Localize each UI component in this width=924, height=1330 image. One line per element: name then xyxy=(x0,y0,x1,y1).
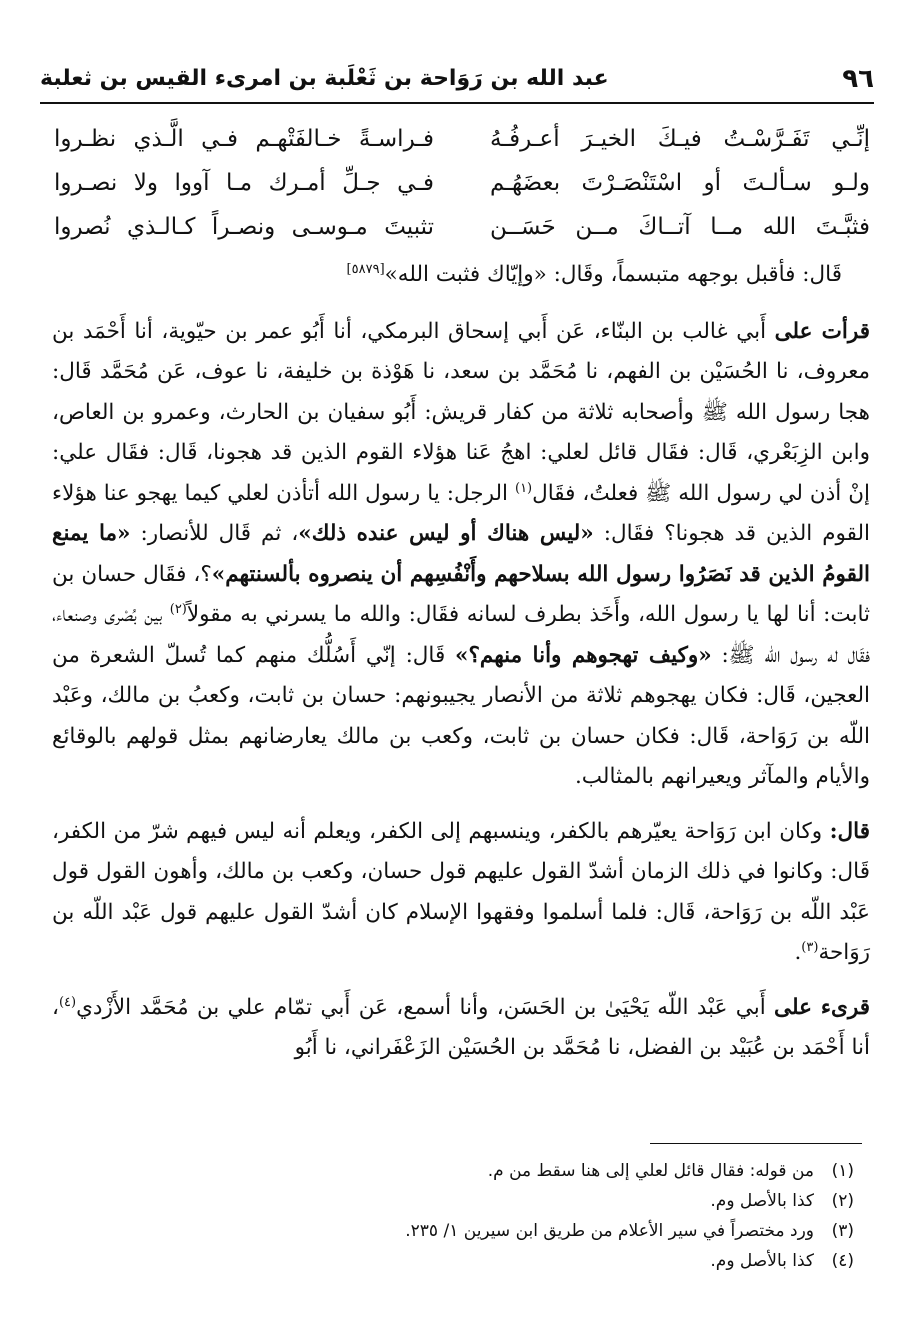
footnote-text: كذا بالأصل وم. xyxy=(710,1251,814,1271)
paragraph-2-text-1: وكان ابن رَوَاحة يعيّرهم بالكفر، وينسبهم إلى الكفر، ويعلم أنه ليس فيهم شرّ من الكفر، قَال: وكانوا في ذلك الزمان أشدّ القول عليهم قول حسان، وكعب بن مالك، وأهون القول قول عَبْد اللّه بن رَوَاحة، قَال: فلما أسلموا وفقهوا الإسلام كان أشدّ القول عليهم قول عَبْد اللّه بن رَوَاحة xyxy=(52,818,870,965)
hadith-ref: [٥٨٧٩] xyxy=(346,261,385,277)
paragraph-2-text-2: . xyxy=(794,940,802,965)
paragraph-1-text-6: قَال: إنّي أَسُلُّك منهم كما تُسلّ الشعرة من العجين، قَال: فكان يهجوهم ثلاثة من الأنصار يجيبونهم: حسان بن ثابت، وكعبُ بن مالك، وعَبْد اللّه بن رَوَاحة، قَال: فكان حسان بن ثابت، وكعب بن مالك يعارضانهم بمثل قولهم بالوقائع والأيام والمآثر ويعيرانهم بالمثالب. xyxy=(52,642,870,789)
footnote-text: ورد مختصراً في سير الأعلام من طريق ابن سيرين ١/ ٢٣٥. xyxy=(405,1221,814,1241)
verse-3-second-hemistich: تثبيتَ مـوسـى ونصـراً كـالـذي نُصروا xyxy=(54,214,434,240)
paragraph-1 xyxy=(52,312,870,798)
paragraph-1-text-4: ؟، فقَال حسان بن ثابت: أنا لها يا رسول الله، وأَخَذ بطرف لسانه فقَال: والله ما يسرني به مقولاً xyxy=(52,561,870,627)
verse-2-second-hemistich: فـي جـلِّ أمـرك مـا آووا ولا نصـروا xyxy=(54,170,434,196)
footnote-text: كذا بالأصل وم. xyxy=(710,1191,814,1211)
poem xyxy=(54,126,870,258)
footnote-rule xyxy=(650,1143,862,1144)
verse-3 xyxy=(54,214,870,258)
paragraph-2-lead: قال: xyxy=(829,818,870,844)
paragraph-3-text-1: أَبي عَبْد اللّه يَحْيَىٰ بن الحَسَن، وأنا أسمع، عَن أَبي تمّام علي بن مُحَمَّد الأَزْدي xyxy=(76,994,775,1020)
footnote-number: (٣) xyxy=(831,1221,854,1241)
verse-2 xyxy=(54,170,870,214)
paragraph-1-text-1: أَبي غالب بن البنّاء، عَن أَبي إسحاق البرمكي، أنا أَبُو عمر بن حيّوية، أنا أَحْمَد بن معروف، نا الحُسَيْن بن الفهم، نا مُحَمَّد بن سعد، نا هَوْذة بن خليفة، نا عوف، عَن مُحَمَّد قَال: هجا رسول الله ﷺ وأصحابه ثلاثة من كفار قريش: أَبُو سفيان بن الحارث، وعمرو بن العاص، وابن الزِبَعْري، قَال: فقَال قائل لعلي: اهجُ عَنا هؤلاء القوم الذين قد هجونا، قَال: فقَال علي: إنْ أذن لي رسول الله ﷺ فعلتُ، فقَال xyxy=(52,318,870,506)
footnote-marker-1: (١) xyxy=(514,480,533,496)
paragraph-2 xyxy=(52,812,870,974)
header-rule xyxy=(40,102,874,104)
footnote-4 xyxy=(60,1246,854,1276)
page-header xyxy=(40,62,874,102)
footnote-marker-2: (٢) xyxy=(169,601,187,617)
paragraph-1-text-2: الرجل: يا رسول الله أتأذن لعلي كيما يهجو عنا هؤلاء القوم الذين قد هجونا؟ فقَال: xyxy=(52,480,871,546)
closing-quote-line xyxy=(52,255,870,296)
prophet-saying-3: «وكيف تهجوهم وأنا منهم؟» xyxy=(455,642,712,668)
paragraph-1-text-3: ، ثم قَال للأنصار: xyxy=(130,521,299,546)
verse-2-first-hemistich: ولـو سـألـتَ أو اسْتَنْصَـرْتَ بعضَهُـم xyxy=(490,170,870,196)
footnote-1 xyxy=(60,1156,854,1186)
verse-1 xyxy=(54,126,870,170)
verse-1-first-hemistich: إنِّـي تَفَـرَّسْـتُ فيـكَ الخيـرَ أعـرفُـهُ xyxy=(490,126,870,152)
main-text xyxy=(52,255,870,1069)
page-number: ٩٦ xyxy=(842,64,874,94)
paragraph-1-text-5: بين بُصْرى وصنعاء، فقَال له رسول الله ﷺ: xyxy=(52,602,870,668)
paragraph-3 xyxy=(52,988,870,1069)
quote-text: قَال: فأقبل بوجهه متبسماً، وقَال: «وإيّاك فثبت الله» xyxy=(384,262,842,287)
footnotes xyxy=(60,1156,854,1276)
paragraph-3-text-2: ، أنا أَحْمَد بن عُبَيْد بن الفضل، نا مُحَمَّد بن الحُسَيْن الزَعْفَراني، نا أَبُو xyxy=(52,994,870,1060)
paragraph-3-lead: قرىء على xyxy=(774,994,870,1020)
footnote-marker-3: (٣) xyxy=(801,939,819,955)
verse-3-first-hemistich: فثبَّـتَ الله مــا آتــاكَ مــن حَسَــن xyxy=(490,214,870,240)
prophet-saying-2: «ما يمنع القومُ الذين قد نَصَرُوا رسول الله بسلاحهم وأَنْفُسِهم أن ينصروه بألسنتهم» xyxy=(52,521,871,587)
prophet-saying-1: «ليس هناك أو ليس عنده ذلك» xyxy=(298,521,594,546)
footnote-number: (٢) xyxy=(831,1191,854,1211)
running-title: عبد الله بن رَوَاحة بن ثَعْلَبة بن امرىء القيس بن ثعلبة xyxy=(40,66,609,91)
footnote-2 xyxy=(60,1186,854,1216)
paragraph-1-lead: قرأت على xyxy=(774,318,870,344)
footnote-3 xyxy=(60,1216,854,1246)
footnote-number: (١) xyxy=(831,1161,854,1181)
footnote-marker-4: (٤) xyxy=(58,994,77,1010)
footnote-number: (٤) xyxy=(831,1251,854,1271)
verse-1-second-hemistich: فـراسـةً خـالفَتْهـم فـي الَّـذي نظـروا xyxy=(54,126,434,152)
footnote-text: من قوله: فقال قائل لعلي إلى هنا سقط من م. xyxy=(487,1161,814,1181)
